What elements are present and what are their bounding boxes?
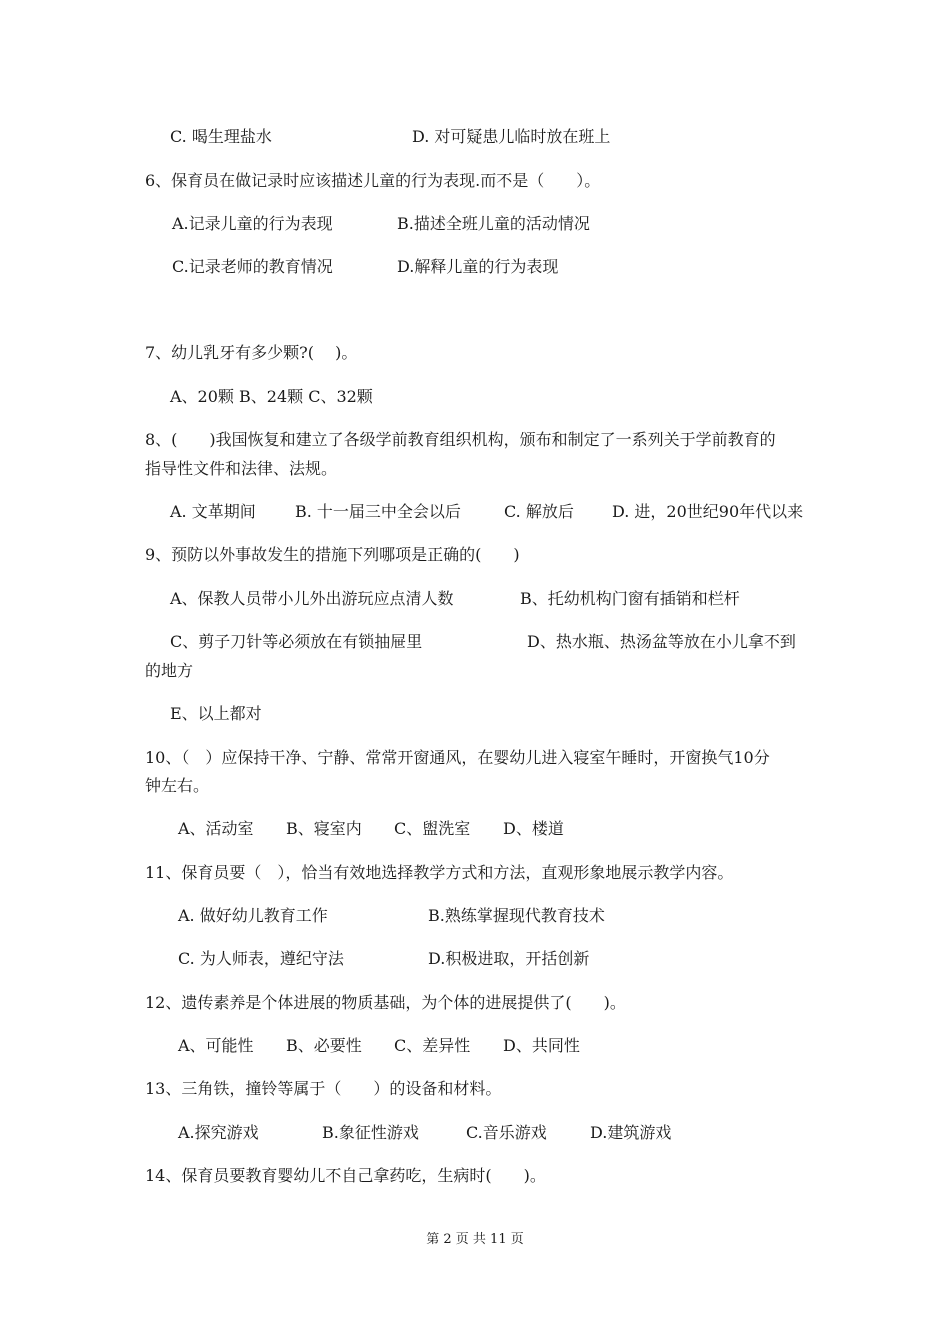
- question-10-option-c: C、盥洗室: [394, 819, 471, 838]
- question-9-option-b: B、托幼机构门窗有插销和栏杆: [520, 589, 740, 608]
- question-8-option-c: C. 解放后: [504, 502, 574, 521]
- question-14-stem: 14、保育员要教育婴幼儿不自己拿药吃，生病时( )。: [145, 1166, 546, 1185]
- question-8-option-b: B. 十一届三中全会以后: [295, 502, 461, 521]
- question-12-option-d: D、共同性: [503, 1036, 580, 1055]
- question-13-option-b: B.象征性游戏: [322, 1123, 419, 1142]
- question-9-option-a: A、保教人员带小儿外出游玩应点清人数: [170, 589, 454, 608]
- question-7-stem: 7、幼儿乳牙有多少颗?( )。: [145, 343, 358, 362]
- option-d: D. 对可疑患儿临时放在班上: [412, 127, 611, 146]
- question-11-option-a: A. 做好幼儿教育工作: [178, 906, 328, 925]
- question-8-stem-line2: 指导性文件和法律、法规。: [145, 459, 338, 478]
- question-13-stem: 13、三角铁，撞铃等属于（ ）的设备和材料。: [145, 1079, 502, 1098]
- question-9-option-e: E、以上都对: [170, 704, 262, 723]
- question-6-stem: 6、保育员在做记录时应该描述儿童的行为表现.而不是（ ）。: [145, 171, 601, 190]
- question-11-stem: 11、保育员要（ ），恰当有效地选择教学方式和方法，直观形象地展示教学内容。: [145, 863, 734, 882]
- question-8-option-a: A. 文革期间: [170, 502, 256, 521]
- question-13-option-c: C.音乐游戏: [466, 1123, 547, 1142]
- question-11-option-b: B.熟练掌握现代教育技术: [428, 906, 605, 925]
- question-8-option-d: D. 进，20世纪90年代以来: [612, 502, 804, 521]
- question-11-option-d: D.积极进取，开括创新: [428, 949, 590, 968]
- question-9-option-d-line1: D、热水瓶、热汤盆等放在小儿拿不到: [527, 632, 796, 651]
- question-12-option-b: B、必要性: [286, 1036, 362, 1055]
- option-c: C. 喝生理盐水: [170, 127, 272, 146]
- question-6-option-d: D.解释儿童的行为表现: [397, 257, 559, 276]
- question-13-option-a: A.探究游戏: [178, 1123, 259, 1142]
- question-8-stem-line1: 8、( )我国恢复和建立了各级学前教育组织机构，颁布和制定了一系列关于学前教育的: [145, 430, 776, 449]
- question-11-option-c: C. 为人师表，遵纪守法: [178, 949, 344, 968]
- page-footer: 第 2 页 共 11 页: [426, 1232, 524, 1247]
- question-6-option-b: B.描述全班儿童的活动情况: [397, 214, 590, 233]
- question-6-option-a: A.记录儿童的行为表现: [172, 214, 333, 233]
- question-9-stem: 9、预防以外事故发生的措施下列哪项是正确的( ): [145, 545, 520, 564]
- question-10-option-a: A、活动室: [178, 819, 254, 838]
- question-12-option-a: A、可能性: [178, 1036, 254, 1055]
- question-10-option-b: B、寝室内: [286, 819, 362, 838]
- question-10-stem-line1: 10、（ ）应保持干净、宁静、常常开窗通风，在婴幼儿进入寝室午睡时，开窗换气10分: [145, 748, 770, 767]
- question-10-stem-line2: 钟左右。: [145, 776, 210, 795]
- question-10-option-d: D、楼道: [503, 819, 564, 838]
- question-9-option-c: C、剪子刀针等必须放在有锁抽屉里: [170, 632, 423, 651]
- question-7-options: A、20颗 B、24颗 C、32颗: [170, 387, 373, 406]
- question-12-stem: 12、遗传素养是个体进展的物质基础，为个体的进展提供了( )。: [145, 993, 626, 1012]
- question-6-option-c: C.记录老师的教育情况: [172, 257, 333, 276]
- question-12-option-c: C、差异性: [394, 1036, 471, 1055]
- question-9-option-d-line2: 的地方: [145, 661, 194, 680]
- question-13-option-d: D.建筑游戏: [590, 1123, 672, 1142]
